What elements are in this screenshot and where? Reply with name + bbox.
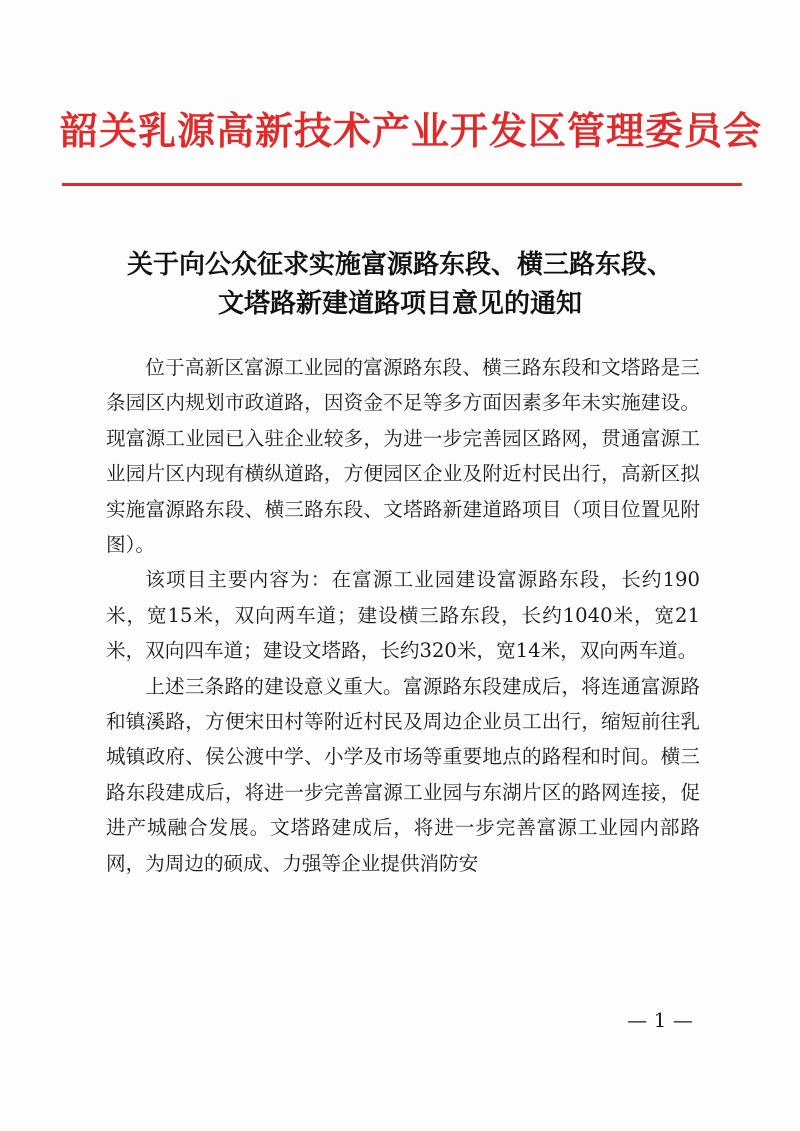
- organization-header: 韶关乳源高新技术产业开发区管理委员会: [60, 108, 763, 153]
- document-body: [106, 350, 700, 881]
- body-paragraph-2: 该项目主要内容为：在富源工业园建设富源路东段，长约190米，宽15米，双向两车道；建设横三路东段，长约1040米，宽21米，双向四车道；建设文塔路，长约320米，宽14米，双向两车道。: [106, 568, 700, 663]
- header-red-rule: [62, 183, 742, 186]
- body-paragraph-3: 上述三条路的建设意义重大。富源路东段建成后，将连通富源路和镇溪路，方便宋田村等附近村民及周边企业员工出行，缩短前往乳城镇政府、侯公渡中学、小学及市场等重要地点的路程和时间。横三路东段建成后，将进一步完善富源工业园与东湖片区的路网连接，促进产城融合发展。文塔路建成后，将进一步完善富源工业园内部路网，为周边的硕成、力强等企业提供消防安: [106, 674, 700, 875]
- body-paragraph-1: 位于高新区富源工业园的富源路东段、横三路东段和文塔路是三条园区内规划市政道路，因资金不足等多方面因素多年未实施建设。现富源工业园已入驻企业较多，为进一步完善园区路网，贯通富源工业园片区内现有横纵道路，方便园区企业及附近村民出行，高新区拟实施富源路东段、横三路东段、文塔路新建道路项目（项目位置见附图）。: [106, 356, 700, 557]
- document-title-line-2: 文塔路新建道路项目意见的通知: [217, 289, 582, 319]
- document-title-line-1: 关于向公众征求实施富源路东段、横三路东段、: [126, 250, 673, 280]
- page-number: — 1 —: [627, 1008, 693, 1032]
